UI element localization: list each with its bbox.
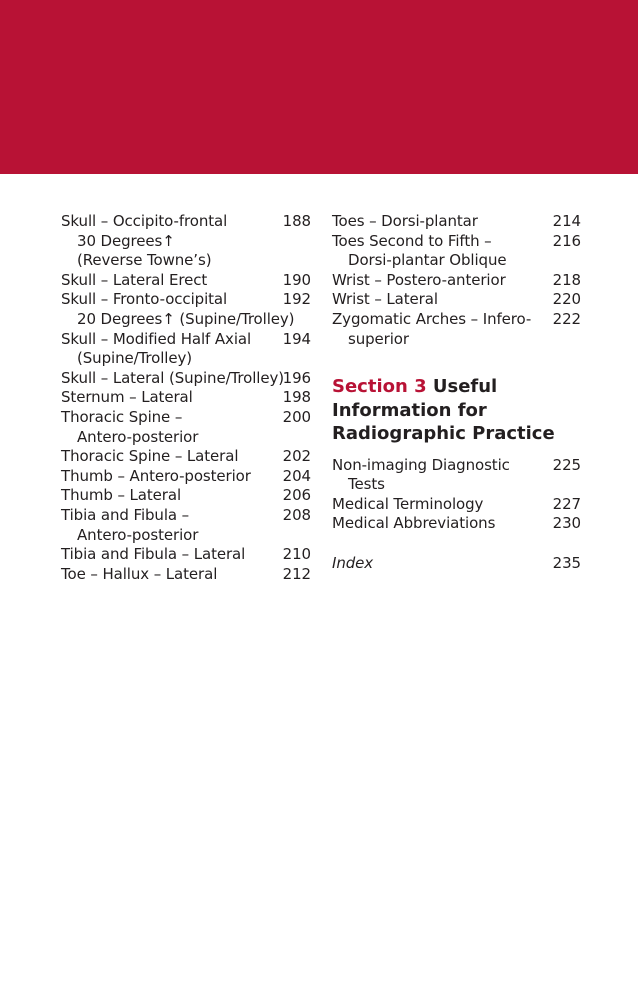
toc-entry-title: Thumb – Lateral xyxy=(61,486,182,505)
toc-entry[interactable] xyxy=(61,545,311,565)
toc-entry[interactable] xyxy=(61,290,311,329)
toc-entry-title: Toes – Dorsi-plantar xyxy=(332,212,478,230)
toc-entry[interactable] xyxy=(332,271,581,291)
toc-page-number: 225 xyxy=(552,455,581,474)
toc-page-number: 188 xyxy=(282,212,311,230)
toc-entry[interactable] xyxy=(332,310,581,349)
toc-entry-title: Zygomatic Arches – Infero- xyxy=(332,309,532,328)
toc-right-column xyxy=(332,212,581,573)
toc-page-number: 204 xyxy=(282,466,311,485)
toc-page-number: 210 xyxy=(282,545,311,564)
toc-entry[interactable] xyxy=(61,447,311,467)
toc-page-number: 194 xyxy=(282,329,311,348)
toc-entry-title-continued: (Reverse Towne’s) xyxy=(77,251,212,270)
toc-entry[interactable] xyxy=(61,212,311,271)
toc-entry-title-continued: Dorsi-plantar Oblique xyxy=(348,251,507,270)
toc-page-number: 198 xyxy=(282,388,311,407)
toc-entry-title: Thoracic Spine – xyxy=(61,407,183,426)
toc-entry-title: Skull – Lateral (Supine/Trolley) xyxy=(61,368,285,387)
toc-entry[interactable] xyxy=(61,565,311,585)
toc-page-number: 190 xyxy=(282,270,311,289)
toc-entry-title-continued: Antero-posterior xyxy=(77,427,199,446)
toc-entry-title-continued: 30 Degrees↑ xyxy=(77,231,175,250)
toc-entry-title: Tibia and Fibula – Lateral xyxy=(61,545,246,564)
toc-page-number: 235 xyxy=(552,553,581,572)
toc-page-number: 208 xyxy=(282,505,311,524)
toc-page-number: 196 xyxy=(282,368,311,387)
toc-entry-title-continued: superior xyxy=(348,329,409,348)
toc-entry-title: Sternum – Lateral xyxy=(61,388,193,407)
toc-entry-title: Skull – Occipito-frontal xyxy=(61,212,228,230)
toc-entry-title: Thumb – Antero-posterior xyxy=(61,466,251,485)
toc-entry-title: Index xyxy=(332,553,374,572)
section-title-line: Useful xyxy=(432,376,498,398)
toc-entry[interactable] xyxy=(61,506,311,545)
toc-entry[interactable] xyxy=(61,388,311,408)
toc-entry-title: Non-imaging Diagnostic xyxy=(332,455,510,474)
toc-entry[interactable] xyxy=(61,408,311,447)
section-title-line: Information for xyxy=(332,399,487,421)
toc-entry[interactable] xyxy=(332,514,581,534)
toc-entry-title: Thoracic Spine – Lateral xyxy=(61,447,239,466)
section-3-heading xyxy=(332,375,581,446)
toc-page-number: 216 xyxy=(552,231,581,250)
toc-entry[interactable] xyxy=(61,369,311,389)
toc-page-number: 222 xyxy=(552,309,581,328)
toc-entry[interactable] xyxy=(332,232,581,271)
vertical-spacer xyxy=(332,534,581,554)
toc-entry[interactable] xyxy=(332,495,581,515)
section-title-line: Radiographic Practice xyxy=(332,423,555,445)
toc-page-number: 214 xyxy=(552,212,581,230)
toc-entry-title: Skull – Lateral Erect xyxy=(61,270,208,289)
toc-entry-title-continued: Tests xyxy=(348,475,385,494)
toc-left-column xyxy=(61,212,311,584)
toc-entry-title-continued: 20 Degrees↑ (Supine/Trolley) xyxy=(77,309,295,328)
toc-entry-title: Tibia and Fibula – xyxy=(61,505,190,524)
toc-page-number: 212 xyxy=(282,564,311,583)
toc-page-number: 202 xyxy=(282,447,311,466)
toc-entry-title: Medical Terminology xyxy=(332,494,484,513)
toc-page-number: 200 xyxy=(282,407,311,426)
toc-entry-title-continued: Antero-posterior xyxy=(77,525,199,544)
toc-entry[interactable] xyxy=(61,330,311,369)
toc-entry[interactable] xyxy=(332,456,581,495)
section-number: Section 3 xyxy=(332,376,427,398)
toc-entry-title: Skull – Modified Half Axial xyxy=(61,329,252,348)
toc-entry-index[interactable] xyxy=(332,554,581,574)
toc-entry[interactable] xyxy=(61,467,311,487)
toc-entry[interactable] xyxy=(332,212,581,232)
header-color-band xyxy=(0,0,638,174)
toc-page-number: 192 xyxy=(282,290,311,309)
toc-page-number: 206 xyxy=(282,486,311,505)
toc-entry-title: Wrist – Lateral xyxy=(332,290,438,309)
toc-entry-title-continued: (Supine/Trolley) xyxy=(77,349,193,368)
toc-entry[interactable] xyxy=(332,290,581,310)
toc-entry-title: Toes Second to Fifth – xyxy=(332,231,492,250)
toc-entry-title: Toe – Hallux – Lateral xyxy=(61,564,218,583)
toc-entry[interactable] xyxy=(61,486,311,506)
toc-page-number: 220 xyxy=(552,290,581,309)
toc-entry-title: Skull – Fronto-occipital xyxy=(61,290,228,309)
toc-entry[interactable] xyxy=(61,271,311,291)
toc-entry-title: Medical Abbreviations xyxy=(332,514,496,533)
toc-page-number: 218 xyxy=(552,270,581,289)
toc-page-number: 227 xyxy=(552,494,581,513)
toc-page-number: 230 xyxy=(552,514,581,533)
toc-entry-title: Wrist – Postero-anterior xyxy=(332,270,506,289)
